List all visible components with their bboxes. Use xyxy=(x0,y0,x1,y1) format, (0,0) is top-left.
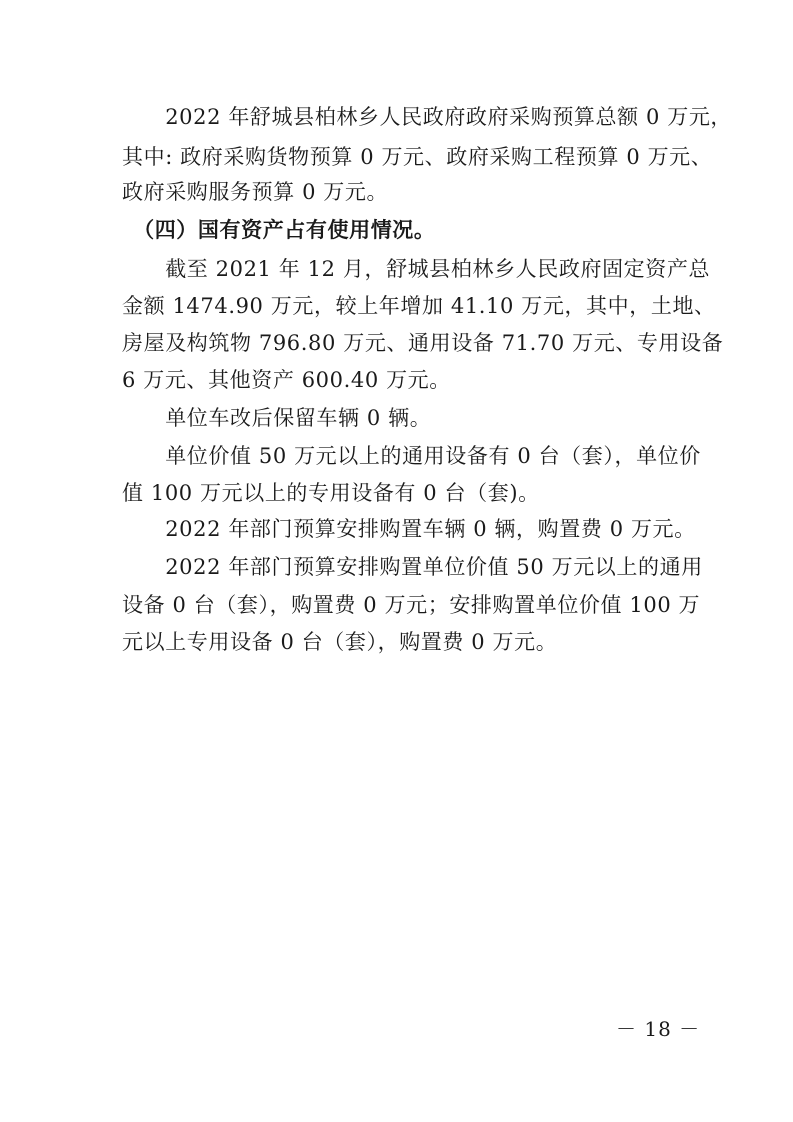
vehicles-line: 单位车改后保留车辆 0 辆。 xyxy=(122,406,432,430)
assets-line-1: 截至 2021 年 12 月，舒城县柏林乡人民政府固定资产总 xyxy=(122,257,711,281)
procurement-line-3: 政府采购服务预算 0 万元。 xyxy=(122,180,389,204)
equipment-budget-line-2: 设备 0 台（套），购置费 0 万元；安排购置单位价值 100 万 xyxy=(122,593,701,617)
equipment-line-2: 值 100 万元以上的专用设备有 0 台（套)。 xyxy=(122,481,540,505)
equipment-budget-line-1: 2022 年部门预算安排购置单位价值 50 万元以上的通用 xyxy=(122,555,703,579)
assets-line-2: 金额 1474.90 万元，较上年增加 41.10 万元，其中，土地、 xyxy=(122,294,716,318)
procurement-line-2: 其中: 政府采购货物预算 0 万元、政府采购工程预算 0 万元、 xyxy=(122,145,713,169)
section-heading: （四）国有资产占有使用情况。 xyxy=(122,217,436,242)
assets-line-3: 房屋及构筑物 796.80 万元、通用设备 71.70 万元、专用设备 xyxy=(122,331,724,355)
equipment-budget-line-3: 元以上专用设备 0 台（套），购置费 0 万元。 xyxy=(122,630,558,654)
assets-line-4: 6 万元、其他资产 600.40 万元。 xyxy=(122,368,451,392)
equipment-line-1: 单位价值 50 万元以上的通用设备有 0 台（套），单位价 xyxy=(122,444,701,468)
vehicle-budget-line: 2022 年部门预算安排购置车辆 0 辆，购置费 0 万元。 xyxy=(122,517,696,541)
page-number: － 18 － xyxy=(616,1017,701,1041)
procurement-line-1: 2022 年舒城县柏林乡人民政府政府采购预算总额 0 万元， xyxy=(122,105,733,129)
